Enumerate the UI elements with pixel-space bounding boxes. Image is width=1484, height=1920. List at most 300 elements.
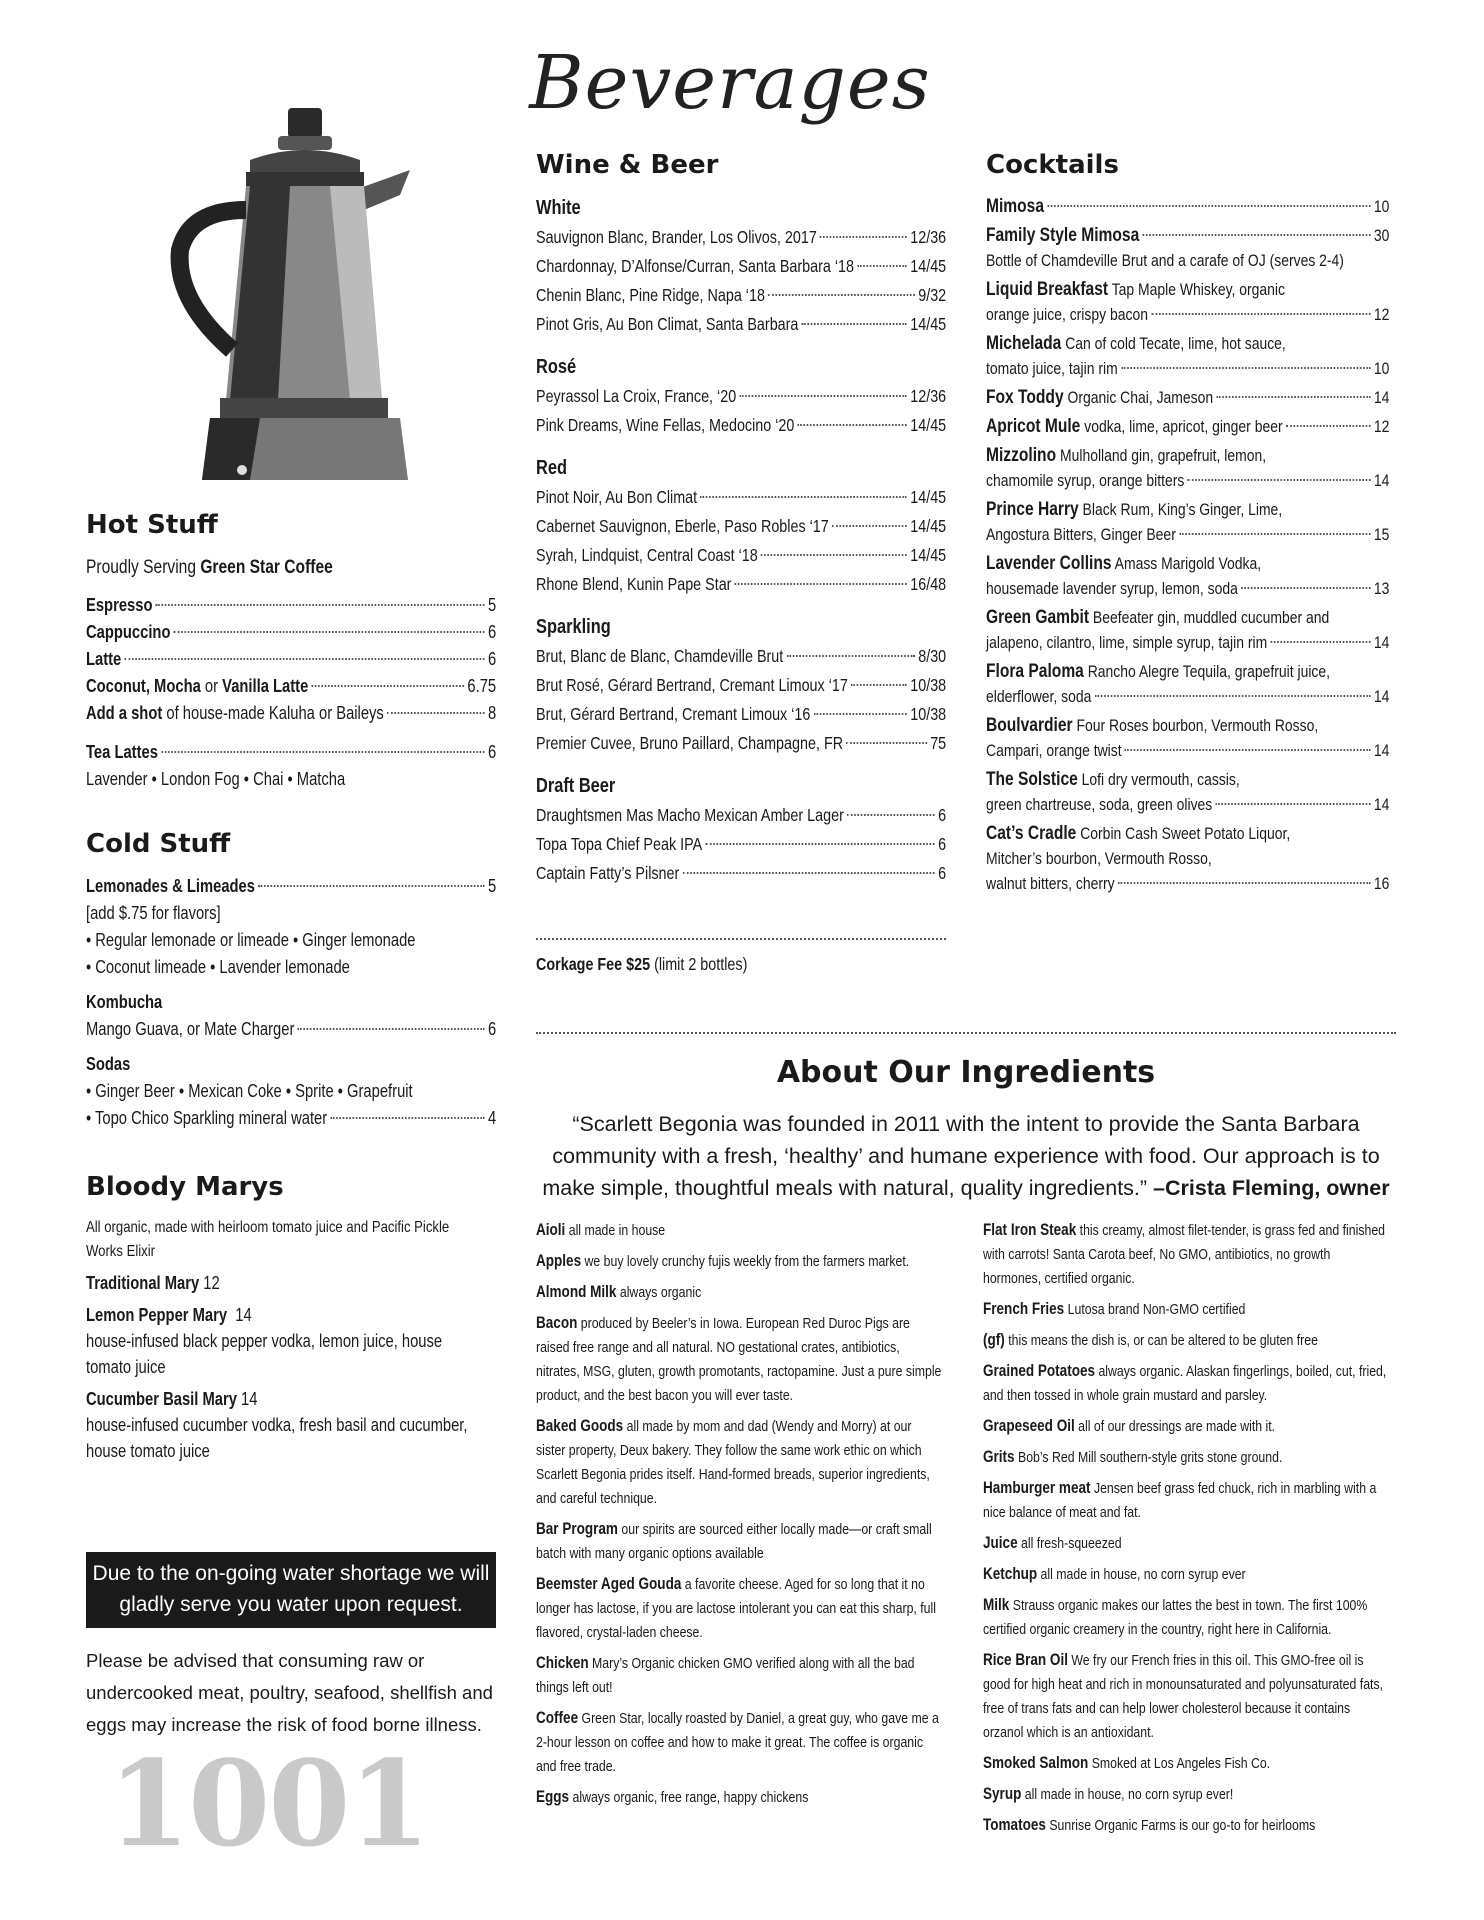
leader-dots	[125, 658, 485, 660]
cocktail-name: Fox Toddy	[986, 387, 1064, 408]
cocktail-item	[986, 443, 1389, 493]
ingredient-desc: Lutosa brand Non-GMO certified	[1067, 1301, 1246, 1318]
item-desc: Mango Guava, or Mate Charger	[86, 1019, 295, 1039]
item-name: Chardonnay, D’Alfonse/Curran, Santa Barbara ‘18	[536, 256, 855, 276]
item-name: Lemon Pepper Mary	[86, 1305, 228, 1325]
leader-dots	[330, 1117, 484, 1119]
ingredient-desc: Bob’s Red Mill southern-style grits stone ground.	[1018, 1449, 1283, 1466]
cocktail-item	[986, 551, 1389, 601]
item-name: Peyrassol La Croix, France, ‘20	[536, 386, 737, 406]
ingredient-desc: always organic, free range, happy chickens	[572, 1789, 809, 1806]
ingredient-entry	[983, 1445, 1389, 1470]
leader-dots	[1125, 749, 1371, 751]
leader-dots	[820, 236, 907, 238]
wine-item	[536, 642, 946, 671]
ingredient-desc: Smoked at Los Angeles Fish Co.	[1091, 1755, 1271, 1772]
item-name: Cabernet Sauvignon, Eberle, Paso Robles ‘17	[536, 516, 829, 536]
ingredient-entry	[983, 1414, 1389, 1439]
cocktail-item	[986, 767, 1389, 817]
item-price: 14/45	[910, 545, 947, 565]
section-divider	[536, 938, 946, 940]
item-price: 10/38	[910, 704, 947, 724]
leader-dots	[1143, 234, 1371, 236]
ingredients-right	[983, 1218, 1403, 1844]
wine-beer-heading: Wine & Beer	[536, 150, 719, 180]
ingredient-entry	[536, 1218, 942, 1243]
leader-dots	[1151, 313, 1370, 315]
leader-dots	[1121, 367, 1371, 369]
ingredient-entry	[983, 1476, 1389, 1525]
green-star-brand: Green Star Coffee	[200, 557, 333, 578]
leader-dots	[700, 496, 907, 498]
ingredient-name: Hamburger meat	[983, 1479, 1091, 1497]
cocktail-price: 10	[1373, 359, 1390, 378]
ingredient-name: Beemster Aged Gouda	[536, 1575, 682, 1593]
cocktail-row	[986, 684, 1389, 709]
item-desc: of house-made Kaluha or Baileys	[166, 703, 384, 723]
leader-dots	[1271, 641, 1371, 643]
cocktail-item	[986, 414, 1389, 439]
ingredient-name: Baked Goods	[536, 1417, 624, 1435]
cocktail-desc: Beefeater gin, muddled cucumber and	[1092, 608, 1330, 627]
item-price: 12/36	[910, 386, 947, 406]
wine-item	[536, 223, 946, 252]
ingredient-name: Coffee	[536, 1709, 579, 1727]
ingredient-name: Grapeseed Oil	[983, 1417, 1075, 1435]
cocktail-desc: tomato juice, tajin rim	[986, 359, 1118, 378]
hot-item-latte	[86, 646, 496, 673]
ingredient-desc: this creamy, almost filet-tender, is grass fed and finished with carrots! Santa Carota beef, No GMO, antibiotics, no growth hormones, certified organic.	[983, 1222, 1386, 1287]
cocktail-desc: jalapeno, cilantro, lime, simple syrup, tajin rim	[986, 633, 1268, 652]
item-price: 8/30	[918, 646, 947, 666]
ingredient-name: Apples	[536, 1252, 582, 1270]
cocktail-row	[986, 223, 1389, 248]
lemonade-options-1: • Regular lemonade or limeade • Ginger lemonade	[86, 930, 416, 950]
owner-quote	[536, 1108, 1396, 1204]
wine-item	[536, 671, 946, 700]
item-name: Cucumber Basil Mary	[86, 1389, 237, 1409]
wine-category-sparkling: Sparkling	[536, 616, 611, 638]
hot-stuff-heading: Hot Stuff	[86, 510, 218, 540]
hot-items-list	[86, 592, 496, 793]
item-price: 5	[487, 876, 497, 896]
cocktail-item	[986, 605, 1389, 655]
cocktail-price: 14	[1373, 633, 1390, 652]
corkage-label: Corkage Fee $25	[536, 954, 651, 974]
item-name: Cappuccino	[86, 622, 171, 642]
leader-dots	[802, 323, 907, 325]
ingredient-name: Grained Potatoes	[983, 1362, 1096, 1380]
cocktail-desc: Black Rum, King’s Ginger, Lime,	[1082, 500, 1283, 519]
cocktail-row	[986, 659, 1389, 684]
item-price: 14	[241, 1389, 258, 1409]
leader-dots	[312, 685, 465, 687]
wine-category-white: White	[536, 197, 581, 219]
item-name: Lemonades & Limeades	[86, 876, 255, 896]
item-price: 6	[487, 742, 497, 762]
cocktail-price: 13	[1373, 579, 1390, 598]
item-name: Brut, Blanc de Blanc, Chamdeville Brut	[536, 646, 784, 666]
cocktail-name: Cat’s Cradle	[986, 823, 1077, 844]
wine-item	[536, 729, 946, 758]
item-price: 14	[235, 1305, 252, 1325]
bloody-intro: All organic, made with heirloom tomato juice and Pacific Pickle Works Elixir	[86, 1219, 450, 1260]
cocktail-row	[986, 194, 1389, 219]
cocktail-desc: green chartreuse, soda, green olives	[986, 795, 1213, 814]
item-name: Draughtsmen Mas Macho Mexican Amber Lager	[536, 805, 844, 825]
ingredient-entry	[983, 1531, 1389, 1556]
ingredient-entry	[536, 1249, 942, 1274]
about-heading: About Our Ingredients	[776, 1055, 1156, 1090]
ingredient-entry	[983, 1297, 1389, 1322]
leader-dots	[761, 554, 907, 556]
leader-dots	[787, 655, 915, 657]
cocktail-desc: housemade lavender syrup, lemon, soda	[986, 579, 1238, 598]
corkage-note: (limit 2 bottles)	[654, 954, 748, 974]
ingredient-entry	[983, 1328, 1389, 1353]
cocktail-row	[986, 630, 1389, 655]
item-price: 12/36	[910, 227, 947, 247]
cocktail-item	[986, 497, 1389, 547]
cocktail-desc: vodka, lime, apricot, ginger beer	[1084, 417, 1283, 436]
leader-dots	[735, 583, 907, 585]
cocktail-price: 14	[1373, 388, 1390, 407]
wine-item	[536, 411, 946, 440]
cocktail-desc: Angostura Bitters, Ginger Beer	[986, 525, 1176, 544]
item-price: 6	[487, 1019, 497, 1039]
item-price: 6.75	[467, 676, 497, 696]
hot-item-coconut-mocha	[86, 673, 496, 700]
ingredient-name: Bar Program	[536, 1520, 618, 1538]
leader-dots	[814, 713, 907, 715]
cocktail-row	[986, 497, 1389, 522]
cocktail-item	[986, 194, 1389, 219]
cocktail-row	[986, 331, 1389, 356]
item-price: 12	[203, 1273, 220, 1293]
cocktail-desc: Four Roses bourbon, Vermouth Rosso,	[1076, 716, 1319, 735]
item-name: Topa Topa Chief Peak IPA	[536, 834, 703, 854]
item-name: Traditional Mary	[86, 1273, 200, 1293]
cocktail-name: Family Style Mimosa	[986, 225, 1140, 246]
ingredient-name: Bacon	[536, 1314, 578, 1332]
proudly-serving-text: Proudly Serving	[86, 557, 196, 578]
item-price: 75	[930, 733, 947, 753]
cocktail-name: Michelada	[986, 333, 1062, 354]
item-name: Brut Rosé, Gérard Bertrand, Cremant Limoux ‘17	[536, 675, 848, 695]
cocktail-item	[986, 331, 1389, 381]
cocktail-item	[986, 223, 1389, 273]
leader-dots	[705, 843, 934, 845]
leader-dots	[258, 885, 484, 887]
cocktails-column	[986, 150, 1396, 900]
ingredient-entry	[536, 1651, 942, 1700]
ingredient-name: French Fries	[983, 1300, 1065, 1318]
item-name: Latte	[86, 649, 122, 669]
ingredient-desc: Green Star, locally roasted by Daniel, a great guy, who gave me a 2-hour lesson on coffee and how to make it great. The coffee is organic and free trade.	[536, 1710, 939, 1775]
cocktail-desc: Rancho Alegre Tequila, grapefruit juice,	[1087, 662, 1331, 681]
wine-item	[536, 700, 946, 729]
coffee-percolator-illustration	[150, 100, 430, 500]
ingredient-desc: Mary’s Organic chicken GMO verified along with all the bad things left out!	[536, 1655, 915, 1696]
leader-dots	[851, 684, 907, 686]
bloody-item-lemon-pepper	[86, 1302, 483, 1328]
cocktail-price: 12	[1373, 417, 1390, 436]
cocktail-row	[986, 551, 1389, 576]
cocktail-row	[986, 468, 1389, 493]
item-price: 16/48	[910, 574, 947, 594]
item-name: Rhone Blend, Kunin Pape Star	[536, 574, 732, 594]
leader-dots	[1286, 425, 1371, 427]
leader-dots	[1047, 205, 1370, 207]
item-desc: house-infused black pepper vodka, lemon juice, house tomato juice	[86, 1331, 443, 1377]
lemonade-options-2: • Coconut limeade • Lavender lemonade	[86, 957, 350, 977]
cocktail-item	[986, 713, 1389, 763]
cocktail-row	[986, 443, 1389, 468]
ingredient-entry	[536, 1785, 942, 1810]
ingredient-entry	[983, 1593, 1389, 1642]
item-name: Chenin Blanc, Pine Ridge, Napa ‘18	[536, 285, 765, 305]
ingredient-desc: all made in house, no corn syrup ever	[1040, 1566, 1246, 1583]
item-name: Premier Cuvee, Bruno Paillard, Champagne, FR	[536, 733, 844, 753]
ingredient-entry	[983, 1813, 1389, 1838]
flavor-note: [add $.75 for flavors]	[86, 903, 221, 923]
bloody-items-list	[86, 1270, 483, 1464]
page-title: Beverages	[529, 40, 931, 126]
ingredient-desc: all made in house	[568, 1222, 666, 1239]
item-price: 4	[487, 1108, 497, 1128]
cocktail-row	[986, 385, 1389, 410]
cocktail-row	[986, 871, 1389, 896]
cocktail-price: 15	[1373, 525, 1390, 544]
cocktail-name: The Solstice	[986, 769, 1078, 790]
item-name: Pinot Noir, Au Bon Climat	[536, 487, 698, 507]
ingredient-desc: all made in house, no corn syrup ever!	[1024, 1786, 1234, 1803]
item-price: 14/45	[910, 487, 947, 507]
ingredient-name: Smoked Salmon	[983, 1754, 1089, 1772]
item-name: Espresso	[86, 595, 153, 615]
item-name: Pink Dreams, Wine Fellas, Medocino ‘20	[536, 415, 795, 435]
sodas-label: Sodas	[86, 1054, 131, 1074]
tea-flavors: Lavender • London Fog • Chai • Matcha	[86, 769, 346, 789]
sodas-options-1: • Ginger Beer • Mexican Coke • Sprite • Grapefruit	[86, 1081, 413, 1101]
item-name: Syrah, Lindquist, Central Coast ‘18	[536, 545, 758, 565]
cocktail-desc: Corbin Cash Sweet Potato Liquor,	[1080, 824, 1291, 843]
cocktail-row	[986, 576, 1389, 601]
water-shortage-notice: Due to the on-going water shortage we will gladly serve you water upon request.	[86, 1552, 496, 1628]
cocktail-desc: Can of cold Tecate, lime, hot sauce,	[1065, 334, 1286, 353]
cocktail-name: Flora Paloma	[986, 661, 1084, 682]
cocktail-price: 12	[1373, 305, 1390, 324]
leader-dots	[1216, 396, 1370, 398]
wine-beer-column	[536, 150, 946, 978]
ingredient-entry	[983, 1751, 1389, 1776]
cocktail-price: 10	[1373, 197, 1390, 216]
wine-item	[536, 830, 946, 859]
ingredient-entry	[536, 1517, 942, 1566]
cocktail-desc: Mitcher’s bourbon, Vermouth Rosso,	[986, 849, 1212, 868]
ingredient-entry	[536, 1414, 942, 1511]
wine-category-draft: Draft Beer	[536, 775, 616, 797]
wine-item	[536, 801, 946, 830]
cocktail-item	[986, 659, 1389, 709]
leader-dots	[857, 265, 907, 267]
wine-list	[536, 194, 946, 920]
leader-dots	[1216, 803, 1371, 805]
cocktail-desc: Campari, orange twist	[986, 741, 1122, 760]
ingredient-desc: always organic. Alaskan fingerlings, boiled, cut, fried, and then tossed in whole grain mustard and parsley.	[983, 1363, 1387, 1404]
cocktail-name: Liquid Breakfast	[986, 279, 1109, 300]
wine-category-red: Red	[536, 457, 567, 479]
cocktail-desc: chamomile syrup, orange bitters	[986, 471, 1185, 490]
cocktail-item	[986, 821, 1389, 896]
item-desc: house-infused cucumber vodka, fresh basil and cucumber, house tomato juice	[86, 1415, 468, 1461]
ingredient-name: Flat Iron Steak	[983, 1221, 1077, 1239]
ingredient-name: Juice	[983, 1534, 1018, 1552]
leader-dots	[1095, 695, 1371, 697]
wine-category-rose: Rosé	[536, 356, 577, 378]
page-number-watermark: 1001	[108, 1734, 429, 1873]
leader-dots	[1179, 533, 1371, 535]
ingredient-entry	[983, 1359, 1389, 1408]
cocktail-price: 14	[1373, 795, 1390, 814]
cocktail-desc: orange juice, crispy bacon	[986, 305, 1148, 324]
or-text: or	[204, 676, 219, 696]
ingredient-name: Almond Milk	[536, 1283, 617, 1301]
kombucha-label: Kombucha	[86, 992, 163, 1012]
cocktail-name: Boulvardier	[986, 715, 1073, 736]
ingredient-name: Syrup	[983, 1785, 1022, 1803]
ingredient-name: Milk	[983, 1596, 1010, 1614]
ingredient-entry	[536, 1311, 942, 1408]
ingredient-desc: Sunrise Organic Farms is our go-to for heirlooms	[1049, 1817, 1316, 1834]
cocktail-name: Mimosa	[986, 196, 1045, 217]
cocktail-row	[986, 277, 1389, 302]
item-price: 6	[938, 834, 947, 854]
ingredient-entry	[983, 1218, 1389, 1291]
hot-item-tea-lattes	[86, 739, 496, 766]
ingredient-name: Chicken	[536, 1654, 589, 1672]
bloody-marys-heading: Bloody Marys	[86, 1172, 284, 1202]
cocktails-heading: Cocktails	[986, 150, 1119, 180]
item-name: Sauvignon Blanc, Brander, Los Olivos, 2017	[536, 227, 817, 247]
cocktail-price: 16	[1373, 874, 1390, 893]
quote-author: –Crista Fleming, owner	[1153, 1176, 1390, 1200]
ingredient-desc: our spirits are sourced either locally made—or craft small batch with many organic options available	[536, 1521, 932, 1562]
cocktail-note: Bottle of Chamdeville Brut and a carafe of OJ (serves 2-4)	[986, 251, 1344, 270]
wine-item	[536, 310, 946, 339]
leader-dots	[161, 751, 484, 753]
ingredient-name: Grits	[983, 1448, 1015, 1466]
cocktail-desc: Lofi dry vermouth, cassis,	[1081, 770, 1240, 789]
ingredient-desc: all of our dressings are made with it.	[1078, 1418, 1276, 1435]
leader-dots	[298, 1028, 485, 1030]
cocktail-desc: Amass Marigold Vodka,	[1114, 554, 1262, 573]
cocktails-list	[986, 194, 1389, 896]
item-price: 14/45	[910, 314, 947, 334]
wine-item	[536, 382, 946, 411]
cold-item-sodas	[86, 1105, 496, 1132]
ingredient-entry	[536, 1706, 942, 1779]
cocktail-desc: elderflower, soda	[986, 687, 1092, 706]
cocktail-row	[986, 414, 1389, 439]
left-column	[86, 510, 496, 1464]
cocktail-name: Green Gambit	[986, 607, 1090, 628]
cocktail-row	[986, 356, 1389, 381]
cocktail-desc: Mulholland gin, grapefruit, lemon,	[1059, 446, 1267, 465]
cold-item-lemonades	[86, 873, 496, 900]
wine-item	[536, 859, 946, 888]
leader-dots	[1241, 587, 1371, 589]
cocktail-row	[986, 767, 1389, 792]
item-price: 10/38	[910, 675, 947, 695]
item-desc: • Topo Chico Sparkling mineral water	[86, 1108, 328, 1128]
leader-dots	[1188, 479, 1371, 481]
hot-item-add-shot	[86, 700, 496, 727]
ingredient-name: Ketchup	[983, 1565, 1038, 1583]
leader-dots	[832, 525, 907, 527]
cocktail-desc: Organic Chai, Jameson	[1067, 388, 1214, 407]
bloody-item-traditional	[86, 1270, 483, 1296]
item-name: Vanilla Latte	[222, 676, 309, 696]
food-safety-advisory: Please be advised that consuming raw or undercooked meat, poultry, seafood, shellfish and eggs may increase the risk of food borne illness.	[86, 1650, 493, 1735]
leader-dots	[156, 604, 485, 606]
quote-text: “Scarlett Begonia was founded in 2011 with the intent to provide the Santa Barbara community with a fresh, ‘healthy’ and humane experience with food. Our approach is to make simple, thoughtful meals with natural, quality ingredients.”	[542, 1112, 1380, 1200]
cocktail-row	[986, 792, 1389, 817]
item-price: 9/32	[918, 285, 947, 305]
ingredient-desc: we buy lovely crunchy fujis weekly from the farmers market.	[584, 1253, 910, 1270]
item-name: Captain Fatty’s Pilsner	[536, 863, 680, 883]
coffee-supplier	[86, 554, 496, 582]
item-price: 6	[487, 622, 497, 642]
cocktail-name: Prince Harry	[986, 499, 1079, 520]
item-name: Coconut, Mocha	[86, 676, 201, 696]
ingredient-desc: Strauss organic makes our lattes the best in town. The first 100% certified organic creamery in the country, right here in California.	[983, 1597, 1368, 1638]
item-price: 6	[938, 863, 947, 883]
item-price: 6	[487, 649, 497, 669]
cocktail-row	[986, 522, 1389, 547]
ingredient-desc: produced by Beeler’s in Iowa. European Red Duroc Pigs are raised free range and all natural. NO gestational crates, antibiotics, nitrates, MSG, gluten, growth promotants, ractopamine. Just a pure simple product, and the best bacon you will ever taste.	[536, 1315, 942, 1404]
bloody-item-cucumber-basil	[86, 1386, 483, 1412]
ingredient-name: Aioli	[536, 1221, 566, 1239]
leader-dots	[768, 294, 915, 296]
ingredient-entry	[536, 1280, 942, 1305]
leader-dots	[683, 872, 935, 874]
item-price: 14/45	[910, 415, 947, 435]
ingredients-left	[536, 1218, 956, 1816]
ingredient-name: Eggs	[536, 1788, 570, 1806]
cocktail-desc: walnut bitters, cherry	[986, 874, 1115, 893]
cold-items-list	[86, 873, 496, 1132]
leader-dots	[798, 424, 907, 426]
leader-dots	[1118, 882, 1371, 884]
wine-item	[536, 512, 946, 541]
cocktail-row	[986, 605, 1389, 630]
item-name: Add a shot	[86, 703, 163, 723]
cocktail-name: Mizzolino	[986, 445, 1057, 466]
ingredient-desc: always organic	[619, 1284, 702, 1301]
item-price: 14/45	[910, 516, 947, 536]
cocktail-row	[986, 821, 1389, 846]
item-name: Tea Lattes	[86, 742, 158, 762]
cocktail-name: Apricot Mule	[986, 416, 1081, 437]
ingredient-entry	[983, 1648, 1389, 1745]
cocktail-price: 14	[1373, 471, 1390, 490]
wine-item	[536, 570, 946, 599]
cocktail-item	[986, 385, 1389, 410]
ingredient-desc: a favorite cheese. Aged for so long that it no longer has lactose, if you are lactose intolerant you can eat this sharp, full flavored, crystal-laden cheese.	[536, 1576, 936, 1641]
item-price: 8	[487, 703, 497, 723]
item-name: Brut, Gérard Bertrand, Cremant Limoux ‘16	[536, 704, 811, 724]
